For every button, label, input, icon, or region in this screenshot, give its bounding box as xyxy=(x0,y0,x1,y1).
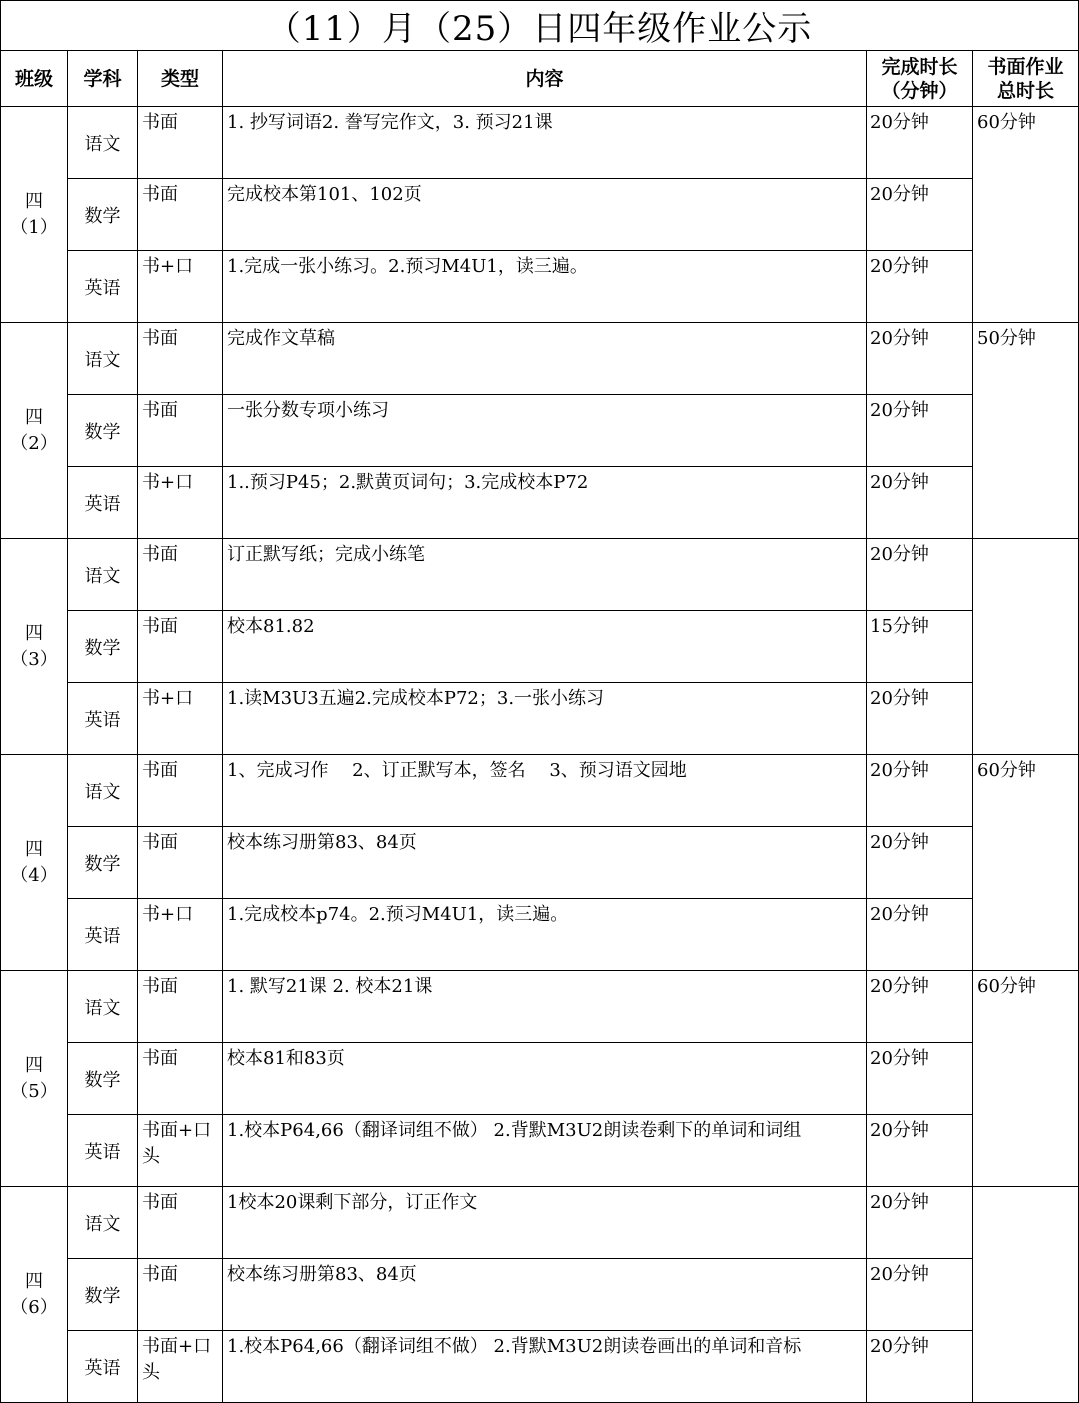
duration-cell: 20分钟 xyxy=(867,395,973,467)
content-cell: 1. 抄写词语2. 誊写完作文，3. 预习21课 xyxy=(223,107,867,179)
duration-cell: 20分钟 xyxy=(867,467,973,539)
subject-cell: 语文 xyxy=(68,539,138,611)
total-duration-cell xyxy=(973,539,1079,755)
subject-cell: 语文 xyxy=(68,971,138,1043)
header-duration-line2: （分钟） xyxy=(881,79,958,102)
type-cell: 书面 xyxy=(138,395,223,467)
content-cell: 订正默写纸；完成小练笔 xyxy=(223,539,867,611)
table-row xyxy=(1,323,1079,395)
type-cell: 书面 xyxy=(138,971,223,1043)
header-total xyxy=(973,51,1079,107)
duration-cell: 20分钟 xyxy=(867,899,973,971)
duration-cell: 20分钟 xyxy=(867,107,973,179)
content-cell: 一张分数专项小练习 xyxy=(223,395,867,467)
table-row xyxy=(1,1259,1079,1331)
class-grade: 四 xyxy=(25,1270,43,1292)
duration-cell: 15分钟 xyxy=(867,611,973,683)
type-cell: 书面 xyxy=(138,539,223,611)
total-duration-cell: 60分钟 xyxy=(973,107,1079,323)
header-subject: 学科 xyxy=(68,51,138,107)
subject-cell: 语文 xyxy=(68,323,138,395)
class-number: （6） xyxy=(10,1296,58,1318)
subject-cell: 英语 xyxy=(68,251,138,323)
page-title: （11）月（25）日四年级作业公示 xyxy=(1,1,1079,51)
duration-cell: 20分钟 xyxy=(867,179,973,251)
duration-cell: 20分钟 xyxy=(867,1043,973,1115)
content-cell: 校本练习册第83、84页 xyxy=(223,1259,867,1331)
duration-cell: 20分钟 xyxy=(867,1259,973,1331)
header-duration xyxy=(867,51,973,107)
subject-cell: 数学 xyxy=(68,827,138,899)
type-cell: 书面 xyxy=(138,1187,223,1259)
type-cell: 书面 xyxy=(138,179,223,251)
table-row xyxy=(1,827,1079,899)
class-grade: 四 xyxy=(25,622,43,644)
duration-cell: 20分钟 xyxy=(867,323,973,395)
table-row xyxy=(1,179,1079,251)
type-cell: 书面 xyxy=(138,1259,223,1331)
type-cell: 书面+口头 xyxy=(138,1115,223,1187)
type-cell: 书面 xyxy=(138,611,223,683)
duration-cell: 20分钟 xyxy=(867,755,973,827)
subject-cell: 数学 xyxy=(68,1259,138,1331)
subject-cell: 英语 xyxy=(68,899,138,971)
table-body xyxy=(1,107,1079,1403)
subject-cell: 英语 xyxy=(68,683,138,755)
header-total-line1: 书面作业 xyxy=(987,55,1064,78)
class-cell xyxy=(1,1187,68,1403)
content-cell: 校本练习册第83、84页 xyxy=(223,827,867,899)
subject-cell: 语文 xyxy=(68,1187,138,1259)
content-cell: 完成作文草稿 xyxy=(223,323,867,395)
header-class: 班级 xyxy=(1,51,68,107)
table-row xyxy=(1,539,1079,611)
class-grade: 四 xyxy=(25,406,43,428)
table-row xyxy=(1,755,1079,827)
subject-cell: 数学 xyxy=(68,1043,138,1115)
class-number: （3） xyxy=(10,648,58,670)
type-cell: 书面 xyxy=(138,107,223,179)
content-cell: 完成校本第101、102页 xyxy=(223,179,867,251)
table-row xyxy=(1,1043,1079,1115)
class-grade: 四 xyxy=(25,1054,43,1076)
class-number: （5） xyxy=(10,1080,58,1102)
table-row xyxy=(1,611,1079,683)
total-duration-cell xyxy=(973,1187,1079,1403)
class-cell xyxy=(1,539,68,755)
class-number: （2） xyxy=(10,432,58,454)
type-cell: 书面 xyxy=(138,755,223,827)
subject-cell: 语文 xyxy=(68,107,138,179)
table-row xyxy=(1,971,1079,1043)
table-row xyxy=(1,1331,1079,1403)
content-cell: 校本81和83页 xyxy=(223,1043,867,1115)
type-cell: 书+口 xyxy=(138,251,223,323)
subject-cell: 英语 xyxy=(68,1115,138,1187)
type-cell: 书面+口头 xyxy=(138,1331,223,1403)
content-cell: 1校本20课剩下部分，订正作文 xyxy=(223,1187,867,1259)
total-duration-cell: 60分钟 xyxy=(973,755,1079,971)
duration-cell: 20分钟 xyxy=(867,1331,973,1403)
subject-cell: 语文 xyxy=(68,755,138,827)
header-content: 内容 xyxy=(223,51,867,107)
class-cell xyxy=(1,107,68,323)
table-row xyxy=(1,1115,1079,1187)
content-cell: 1.读M3U3五遍2.完成校本P72；3.一张小练习 xyxy=(223,683,867,755)
class-number: （1） xyxy=(10,216,58,238)
table-row xyxy=(1,395,1079,467)
type-cell: 书面 xyxy=(138,827,223,899)
subject-cell: 数学 xyxy=(68,179,138,251)
content-cell: 1、完成习作 2、订正默写本，签名 3、预习语文园地 xyxy=(223,755,867,827)
type-cell: 书面 xyxy=(138,1043,223,1115)
subject-cell: 数学 xyxy=(68,611,138,683)
table-row xyxy=(1,683,1079,755)
content-cell: 校本81.82 xyxy=(223,611,867,683)
content-cell: 1.完成一张小练习。2.预习M4U1，读三遍。 xyxy=(223,251,867,323)
content-cell: 1..预习P45；2.默黄页词句；3.完成校本P72 xyxy=(223,467,867,539)
type-cell: 书面 xyxy=(138,323,223,395)
class-cell xyxy=(1,323,68,539)
header-duration-line1: 完成时长 xyxy=(881,55,958,78)
duration-cell: 20分钟 xyxy=(867,1187,973,1259)
duration-cell: 20分钟 xyxy=(867,539,973,611)
table-row xyxy=(1,251,1079,323)
header-total-line2: 总时长 xyxy=(997,79,1055,102)
content-cell: 1.完成校本p74。2.预习M4U1，读三遍。 xyxy=(223,899,867,971)
type-cell: 书+口 xyxy=(138,899,223,971)
content-cell: 1.校本P64,66（翻译词组不做） 2.背默M3U2朗读卷画出的单词和音标 xyxy=(223,1331,867,1403)
subject-cell: 数学 xyxy=(68,395,138,467)
subject-cell: 英语 xyxy=(68,1331,138,1403)
class-number: （4） xyxy=(10,864,58,886)
table-row xyxy=(1,899,1079,971)
duration-cell: 20分钟 xyxy=(867,251,973,323)
content-cell: 1. 默写21课 2. 校本21课 xyxy=(223,971,867,1043)
subject-cell: 英语 xyxy=(68,467,138,539)
header-type: 类型 xyxy=(138,51,223,107)
table-row xyxy=(1,467,1079,539)
total-duration-cell: 60分钟 xyxy=(973,971,1079,1187)
table-row xyxy=(1,1187,1079,1259)
duration-cell: 20分钟 xyxy=(867,1115,973,1187)
content-cell: 1.校本P64,66（翻译词组不做） 2.背默M3U2朗读卷剩下的单词和词组 xyxy=(223,1115,867,1187)
duration-cell: 20分钟 xyxy=(867,683,973,755)
class-grade: 四 xyxy=(25,190,43,212)
class-cell xyxy=(1,755,68,971)
total-duration-cell: 50分钟 xyxy=(973,323,1079,539)
duration-cell: 20分钟 xyxy=(867,971,973,1043)
class-grade: 四 xyxy=(25,838,43,860)
type-cell: 书+口 xyxy=(138,467,223,539)
table-row xyxy=(1,107,1079,179)
duration-cell: 20分钟 xyxy=(867,827,973,899)
class-cell xyxy=(1,971,68,1187)
type-cell: 书+口 xyxy=(138,683,223,755)
